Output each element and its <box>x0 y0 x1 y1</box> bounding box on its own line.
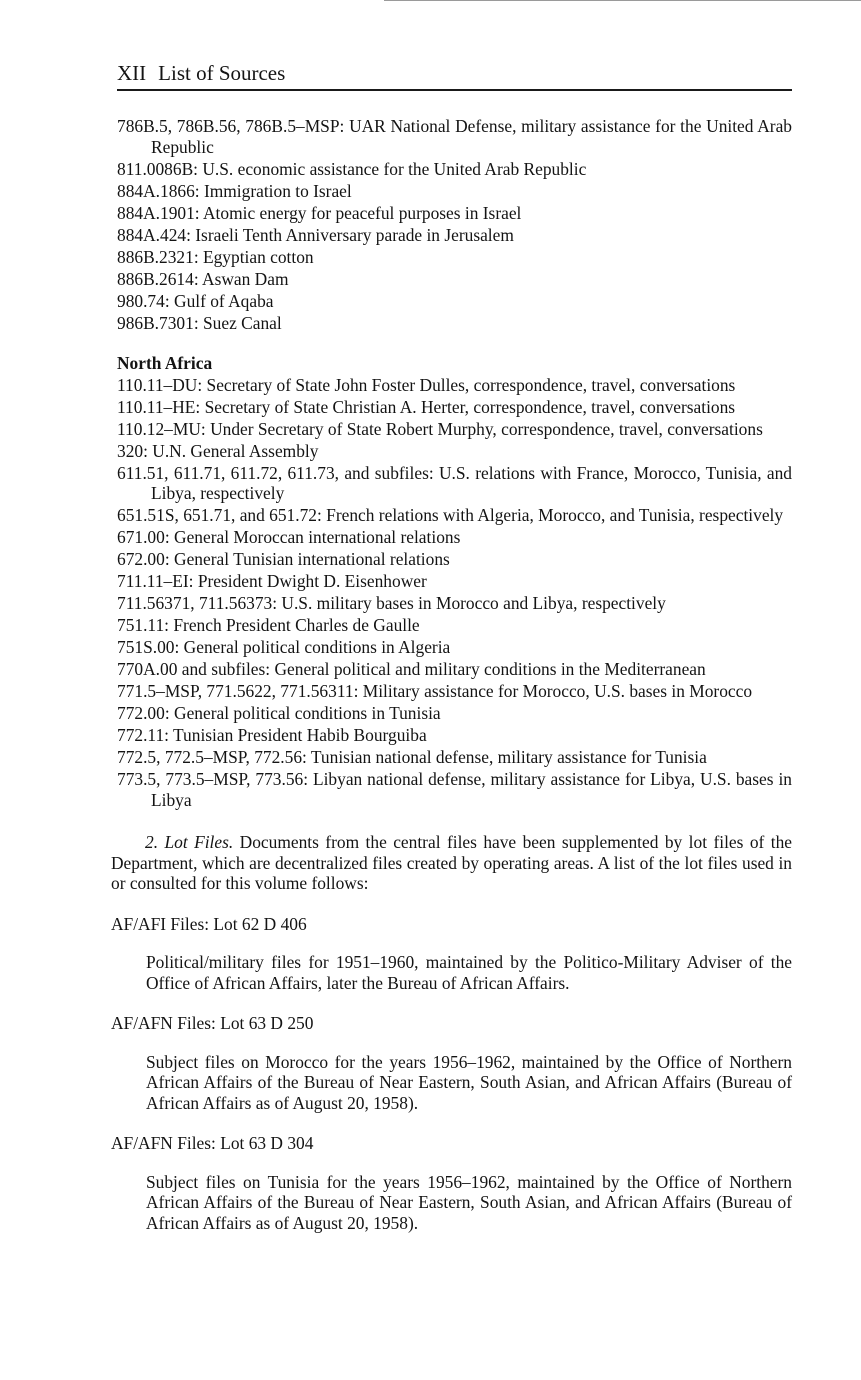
list-item: 611.51, 611.71, 611.72, 611.73, and subfiles: U.S. relations with France, Morocco, Tunisia, and Libya, respectively <box>117 462 792 503</box>
lot-file-title: AF/AFI Files: Lot 62 D 406 <box>111 913 307 934</box>
list-item: 751.11: French President Charles de Gaulle <box>117 615 420 635</box>
top-entries <box>117 116 792 333</box>
list-item: 651.51S, 651.71, and 651.72: French relations with Algeria, Morocco, and Tunisia, respectively <box>117 505 784 525</box>
list-item: 771.5–MSP, 771.5622, 771.56311: Military assistance for Morocco, U.S. bases in Morocco <box>117 681 753 701</box>
page-content <box>111 116 793 1233</box>
list-item: 772.5, 772.5–MSP, 772.56: Tunisian national defense, military assistance for Tunisia <box>117 747 707 767</box>
list-item: 886B.2614: Aswan Dam <box>117 268 289 289</box>
lot-file-title: AF/AFN Files: Lot 63 D 304 <box>111 1133 314 1153</box>
section-heading-north-africa: North Africa <box>117 353 213 373</box>
lot-file-description: Subject files on Morocco for the years 1956–1962, maintained by the Office of Northern African Affairs of the Bureau of Near Eastern, South Asian, and African Affairs (Bureau of African Affairs as of August 20, 1958). <box>146 1051 792 1113</box>
list-item: 884A.424: Israeli Tenth Anniversary parade in Jerusalem <box>117 224 514 245</box>
list-item: 320: U.N. General Assembly <box>117 440 319 461</box>
list-item: 110.11–HE: Secretary of State Christian A. Herter, correspondence, travel, conversations <box>117 396 736 417</box>
list-item: 711.11–EI: President Dwight D. Eisenhower <box>117 571 427 591</box>
list-item: 110.11–DU: Secretary of State John Foster Dulles, correspondence, travel, conversations <box>117 374 736 395</box>
list-item: 711.56371, 711.56373: U.S. military bases in Morocco and Libya, respectively <box>117 593 666 613</box>
lot-files-intro-text: Documents from the central files have been supplemented by lot files of the Department, which are decentralized files created by operating areas. A list of the lot files used in or consulted for this volume follows: <box>111 832 793 893</box>
list-item: 672.00: General Tunisian international relations <box>117 549 450 569</box>
lot-file-description: Political/military files for 1951–1960, maintained by the Politico-Military Adviser of the Office of African Affairs, later the Bureau of African Affairs. <box>146 952 792 993</box>
page-number: XII <box>117 61 147 85</box>
list-item: 770A.00 and subfiles: General political and military conditions in the Mediterranean <box>117 659 706 679</box>
scan-edge-line <box>384 0 861 1</box>
list-item: 751S.00: General political conditions in Algeria <box>117 637 451 657</box>
list-item: 886B.2321: Egyptian cotton <box>117 246 314 267</box>
list-item: 772.11: Tunisian President Habib Bourguiba <box>117 725 427 745</box>
list-item: 884A.1901: Atomic energy for peaceful purposes in Israel <box>117 202 522 223</box>
list-item: 110.12–MU: Under Secretary of State Robert Murphy, correspondence, travel, conversations <box>117 418 763 439</box>
list-item: 773.5, 773.5–MSP, 773.56: Libyan national defense, military assistance for Libya, U.S. bases in Libya <box>117 769 792 810</box>
lot-files-intro <box>111 832 792 894</box>
list-item: 986B.7301: Suez Canal <box>117 312 282 333</box>
lot-file-description: Subject files on Tunisia for the years 1956–1962, maintained by the Office of Northern African Affairs of the Bureau of Near Eastern, South Asian, and African Affairs (Bureau of African Affairs as of August 20, 1958). <box>146 1171 792 1233</box>
list-item: 786B.5, 786B.56, 786B.5–MSP: UAR National Defense, military assistance for the United Arab Republic <box>117 116 792 157</box>
lot-files-label: 2. Lot Files. <box>145 832 234 852</box>
list-item: 980.74: Gulf of Aqaba <box>117 290 274 311</box>
running-title: List of Sources <box>158 61 286 85</box>
page-header <box>117 60 792 91</box>
list-item: 884A.1866: Immigration to Israel <box>117 180 352 201</box>
lot-file-title: AF/AFN Files: Lot 63 D 250 <box>111 1013 314 1033</box>
list-item: 811.0086B: U.S. economic assistance for the United Arab Republic <box>117 158 587 179</box>
north-africa-entries <box>117 375 792 811</box>
list-item: 671.00: General Moroccan international relations <box>117 527 461 547</box>
list-item: 772.00: General political conditions in Tunisia <box>117 703 441 723</box>
